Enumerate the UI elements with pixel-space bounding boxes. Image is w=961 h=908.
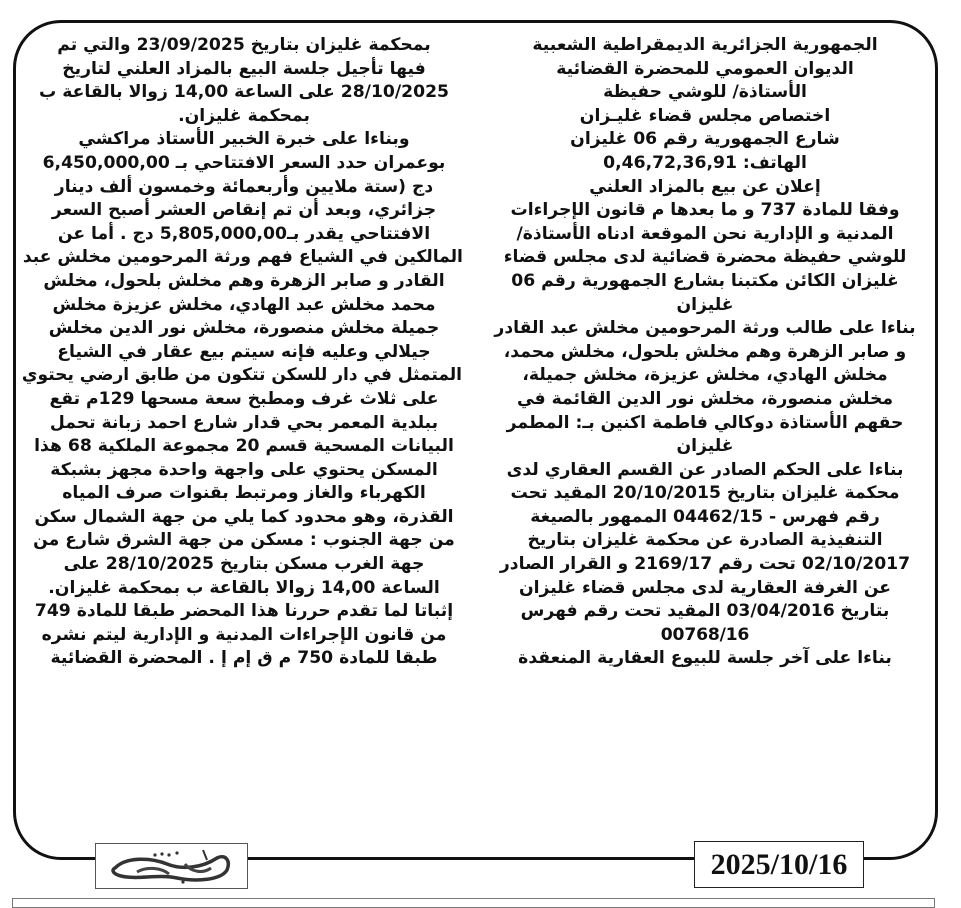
notice-line: غليزان الكائن مكتبنا بشارع الجمهورية رقم 06 [511,270,899,291]
notice-line: غليزان [676,436,734,457]
notice-line: جهة الغرب مسكن بتاريخ 28/10/2025 على [63,554,425,575]
notice-line: محمد مخلش عبد الهادي، مخلش عزيزة مخلش [52,294,436,315]
notice-line: وبناءا على خبرة الخبير الأستاذ مراكشي [78,129,410,150]
notice-line: شارع الجمهورية رقم 06 غليزان [570,129,840,150]
notice-line: البيانات المسحية قسم 20 مجموعة الملكية 68 هذا [34,436,454,457]
notice-line: عن الغرفة العقارية لدى مجلس قضاء غليزان [518,577,892,598]
notice-line: من قانون الإجراءات المدنية و الإدارية ليتم نشره [41,624,447,645]
notice-line: التنفيذية الصادرة عن محكمة غليزان بتاريخ [527,530,883,551]
notice-line: الديوان العمومي للمحضرة القضائية [556,58,854,79]
notice-line: بتاريخ 03/04/2016 المقيد تحت رقم فهرس [520,601,890,622]
notice-line: الأستاذة/ للوشي حفيظة [603,82,807,103]
notice-line: 28/10/2025 على الساعة 14,00 زوالا بالقاعة ب [38,82,449,103]
notice-line: دج (ستة ملايين وأربعمائة وخمسون ألف دينار [54,176,434,197]
notice-line: ببلدية المعمر بحي قدار شارع احمد زبانة تحمل [49,412,439,433]
newspaper-logo [95,843,248,889]
notice-line: المدنية و الإدارية نحن الموقعة ادناه الأستاذة/ [516,223,894,244]
notice-line: غليزان [676,294,734,315]
notice-line: على ثلاث غرف ومطبخ سعة مسحها 129م تقع [49,388,439,409]
notice-line: حقهم الأستاذة دوكالي فاطمة اكنين بـ: المطمر [506,412,904,433]
notice-line: مخلش الهادي، مخلش عزيزة، مخلش جميلة، [522,365,888,386]
notice-line: بمحكمة غليزان. [178,105,310,126]
notice-line: 02/10/2017 تحت رقم 2169/17 و القرار الصادر [499,554,911,575]
notice-line: جميلة مخلش منصورة، مخلش نور الدين مخلش [48,318,440,339]
notice-line: الكهرباء والغاز ومرتبط بقنوات صرف المياه [62,483,426,504]
notice-line: جزائري، وبعد أن تم إنقاص العشر أصبح السعر [51,200,437,221]
notice-right-column [486,34,924,671]
calligraphy-logo-icon [107,846,237,886]
notice-line: الجمهورية الجزائرية الديمقراطية الشعبية [532,35,878,55]
publication-date: 2025/10/16 [694,841,864,888]
notice-left-column [21,34,464,671]
notice-line: بمحكمة غليزان بتاريخ 23/09/2025 والتي تم [57,35,431,55]
notice-line: المتمثل في دار للسكن تتكون من طابق ارضي يحتوي [21,365,463,386]
notice-line: بناءا على آخر جلسة للبيوع العقارية المنعقدة [518,648,892,669]
notice-line: فيها تأجيل جلسة البيع بالمزاد العلني لتاريخ [62,58,426,79]
bottom-divider [12,898,935,908]
notice-line: القذرة، وهو محدود كما يلي من جهة الشمال سكن [34,506,454,527]
notice-line: و صابر الزهرة وهم مخلش بلحول، مخلش محمد، [503,341,907,362]
notice-line: من جهة الجنوب : مسكن من جهة الشرق شارع من [33,530,455,551]
notice-line: الهاتف: 0,46,72,36,91 [603,152,807,173]
notice-line: المسكن يحتوي على واجهة واحدة مجهز بشبكة [50,459,438,480]
notice-line: جيلالي وعليه فإنه سيتم بيع عقار في الشياع [57,341,431,362]
notice-line: الساعة 14,00 زوالا بالقاعة ب بمحكمة غليزان. [48,577,440,598]
notice-line: إعلان عن بيع بالمزاد العلني [589,176,821,197]
notice-line: إثباتا لما تقدم حررنا هذا المحضر طبقا للمادة 749 [34,601,454,622]
notice-line: للوشي حفيظة محضرة قضائية لدى مجلس قضاء [503,247,907,268]
notice-line: بناءا على الحكم الصادر عن القسم العقاري لدى [506,459,904,480]
notice-line: مخلش منصورة، مخلش نور الدين القائمة في [516,388,894,409]
notice-line: بوعمران حدد السعر الافتتاحي بـ 6,450,000,00 [42,152,446,173]
notice-line: رقم فهرس - 04462/15 الممهور بالصيغة [530,506,880,527]
notice-line: اختصاص مجلس قضاء غليـزان [579,105,831,126]
notice-line: طبقا للمادة 750 م ق إم إ . المحضرة القضائية [50,648,438,669]
notice-line: 00768/16 [660,624,750,645]
notice-line: الافتتاحي يقدر بـ5,805,000,00 دج . أما عن [57,223,431,244]
notice-line: محكمة غليزان بتاريخ 20/10/2015 المقيد تحت [510,483,900,504]
notice-line: المالكين في الشياع فهم ورثة المرحومين مخلش عبد [22,247,463,268]
notice-line: بناءا على طالب ورثة المرحومين مخلش عبد القادر [494,318,916,339]
notice-line: وفقا للمادة 737 و ما بعدها م قانون الإجراءات [510,200,900,221]
notice-line: القادر و صابر الزهرة وهم مخلش بلحول، مخلش [43,270,445,291]
